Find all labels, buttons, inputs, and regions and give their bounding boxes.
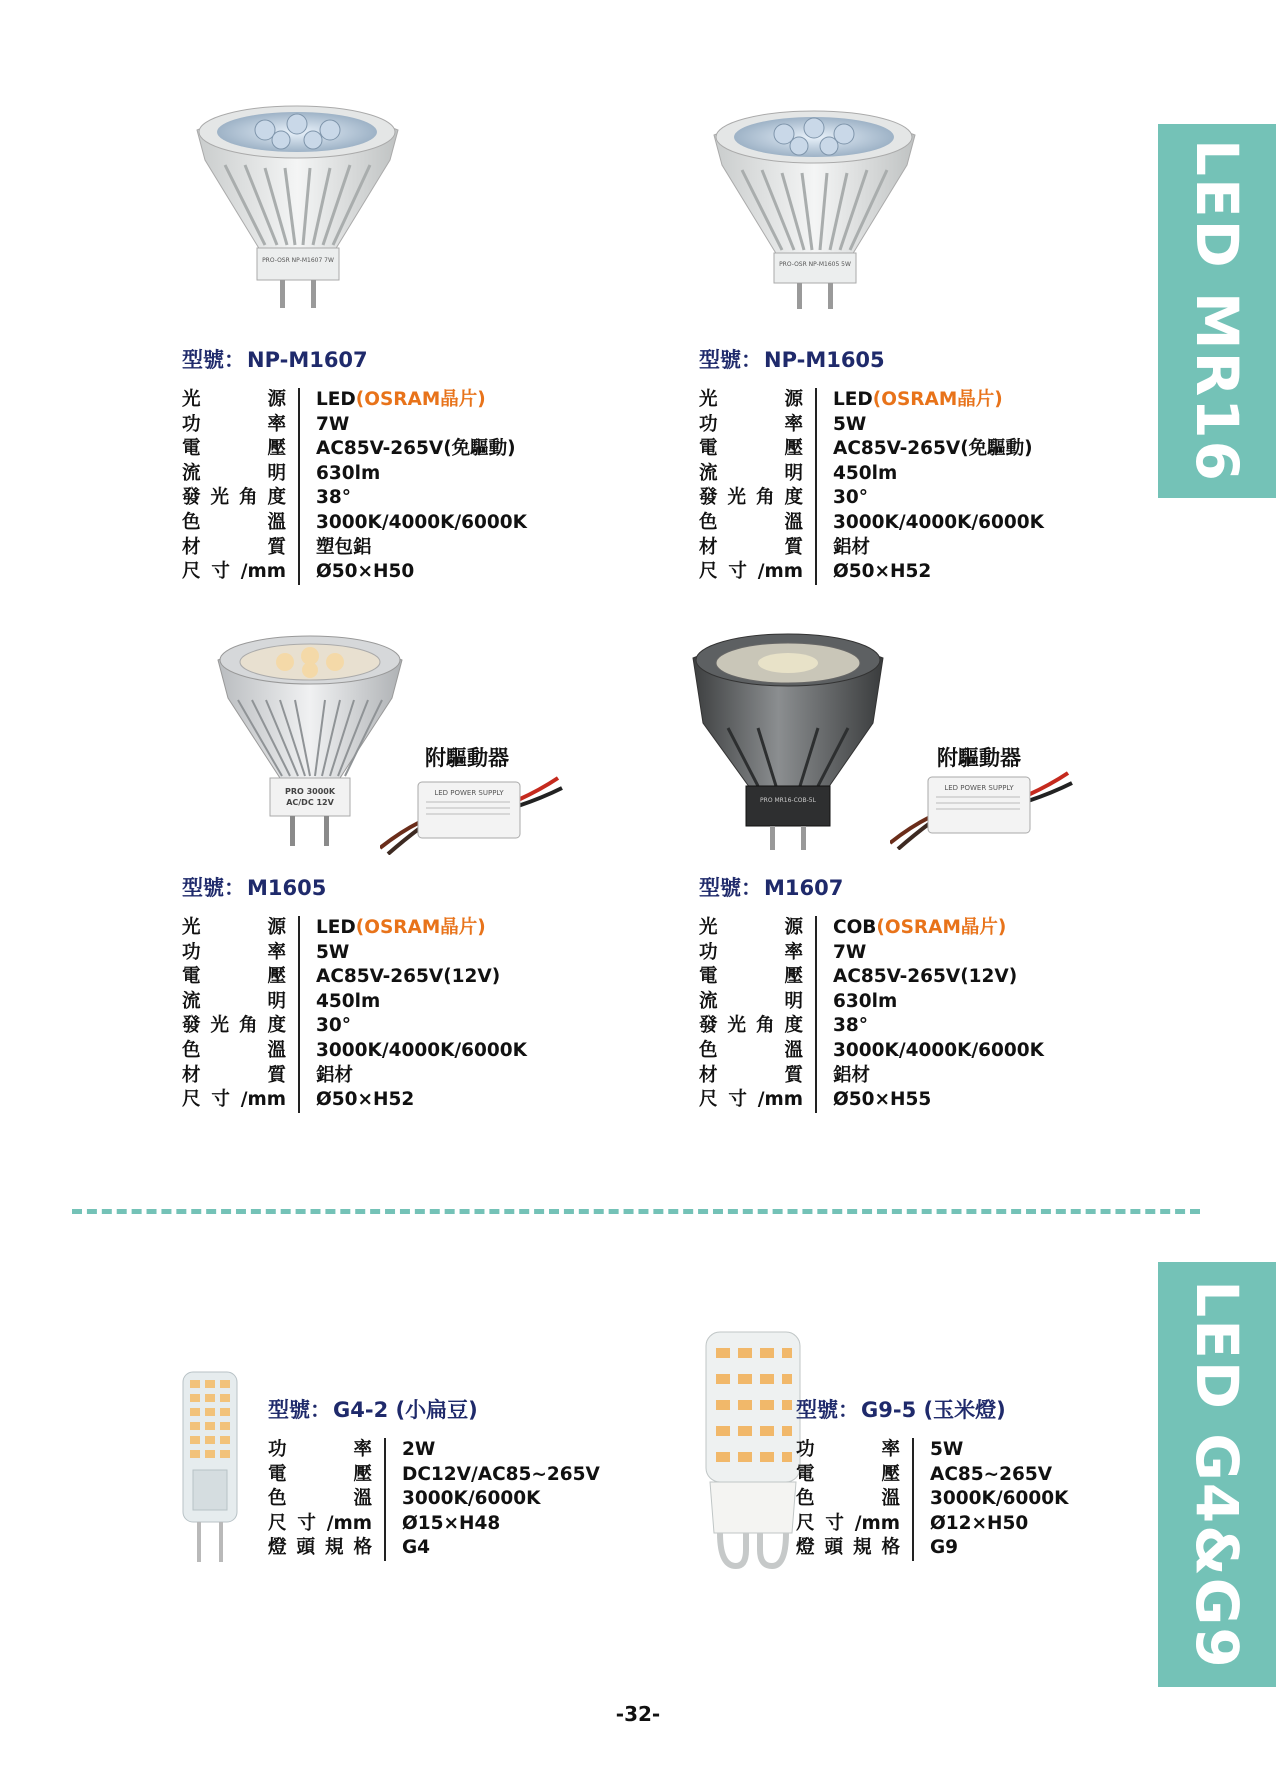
product-g9-5 [796,1394,1068,1561]
spec-row [268,1487,600,1512]
spec-label: 色溫 [182,511,286,533]
spec-value: 30° [833,487,868,509]
spec-label: 尺寸/mm [699,1089,803,1111]
model-heading [796,1394,1068,1424]
spec-table [182,916,527,1113]
spec-label: 功率 [699,941,803,963]
spec-value: AC85V-265V(12V) [316,966,501,988]
spec-row [268,1463,600,1488]
spec-row [699,413,1044,438]
spec-value: 630lm [833,990,898,1012]
spec-row [699,486,1044,511]
photo-base-text: PRO-OSR NP-M1605 5W [779,261,851,268]
spec-value: 鋁材 [316,1064,354,1086]
photo-base-text: PRO MR16-COB-5L [760,797,816,804]
spec-label: 尺寸/mm [182,1089,286,1111]
spec-label: 光源 [182,389,286,410]
spec-value: 3000K/4000K/6000K [316,1039,527,1061]
spec-row [182,560,527,585]
spec-value: 3000K/4000K/6000K [833,1039,1044,1061]
spec-table [796,1438,1068,1561]
section-divider [72,1209,1200,1214]
spec-label: 電壓 [182,966,286,988]
model-prefix: 型號： [699,876,762,900]
spec-value: 2W [402,1439,436,1460]
spec-row [699,1039,1044,1064]
spec-value-text: LED [833,389,873,410]
spec-value: AC85V-265V(免驅動) [316,438,516,460]
spec-label: 色溫 [699,511,803,533]
spec-label: 色溫 [268,1488,372,1510]
spec-row [699,560,1044,585]
spec-value [300,388,527,413]
spec-label: 功率 [699,413,803,435]
spec-label: 色溫 [182,1039,286,1061]
spec-label: 電壓 [699,438,803,460]
driver-included-label: 附驅動器 [425,746,509,770]
spec-table [182,388,527,585]
spec-row [699,941,1044,966]
spec-row [182,1064,527,1089]
spec-table [268,1438,600,1561]
spec-value: 3000K/4000K/6000K [833,511,1044,533]
product-np-m1607 [182,344,527,585]
spec-value [817,388,1044,413]
spec-label: 光源 [699,917,803,938]
photo-base-text: PRO 3000K [284,787,336,796]
spec-value: Ø50×H55 [833,1089,932,1111]
spec-value: G9 [930,1537,959,1559]
product-m1607 [699,872,1044,1113]
spec-row [182,1039,527,1064]
spec-row [796,1512,1068,1537]
spec-value [300,916,527,941]
spec-row [182,486,527,511]
model-number: G9-5 (玉米燈) [861,1398,1006,1422]
spec-value: 5W [930,1439,964,1460]
photo-base-text: PRO-OSR NP-M1607 7W [262,257,334,264]
spec-label: 尺寸/mm [182,561,286,583]
spec-value: DC12V/AC85~265V [402,1463,600,1485]
spec-label: 流明 [699,990,803,1012]
model-heading [268,1394,600,1424]
spec-row [699,1064,1044,1089]
page-number: -32- [615,1702,661,1726]
spec-label: 尺寸/mm [699,561,803,583]
model-number: G4-2 (小扁豆) [333,1398,478,1422]
spec-row [182,990,527,1015]
spec-label: 電壓 [699,966,803,988]
spec-value: 450lm [316,990,381,1012]
model-number: M1607 [764,876,844,900]
model-heading [699,872,1044,902]
spec-value: G4 [402,1537,431,1559]
spec-value: 5W [316,941,350,963]
spec-label: 材質 [699,536,803,558]
spec-row [182,413,527,438]
product-g4-2 [268,1394,600,1561]
spec-row [699,437,1044,462]
spec-label: 流明 [182,990,286,1012]
spec-row [796,1536,1068,1561]
spec-label: 發光角度 [699,1015,803,1037]
spec-label: 電壓 [268,1463,372,1485]
spec-value: 38° [833,1015,868,1037]
spec-label: 材質 [182,1064,286,1086]
model-prefix: 型號： [796,1398,859,1422]
spec-value: 7W [833,941,867,963]
driver-text: LED POWER SUPPLY [944,784,1014,792]
product-photo-g4-2 [175,1370,245,1570]
spec-value [817,916,1044,941]
spec-label: 光源 [182,917,286,938]
spec-row [699,1088,1044,1113]
spec-row [796,1487,1068,1512]
spec-value: AC85~265V [930,1463,1053,1485]
section-tab-label: LED MR16 [1183,138,1251,484]
section-tab-mr16 [1158,124,1276,498]
section-tab-g4g9 [1158,1262,1276,1687]
spec-row [268,1512,600,1537]
spec-label: 流明 [182,462,286,484]
spec-value: 5W [833,413,867,435]
spec-row [182,536,527,561]
chip-note: (OSRAM晶片) [872,389,1003,410]
spec-row [182,511,527,536]
spec-label: 流明 [699,462,803,484]
spec-label: 燈頭規格 [268,1537,372,1559]
driver-included-label: 附驅動器 [937,746,1021,770]
model-heading [699,344,1044,374]
product-m1605 [182,872,527,1113]
model-heading [182,872,527,902]
section-tab-label: LED G4&G9 [1183,1279,1251,1670]
spec-label: 材質 [182,536,286,558]
spec-row [796,1463,1068,1488]
spec-value-text: LED [316,917,356,938]
spec-row [182,941,527,966]
spec-value: Ø12×H50 [930,1512,1029,1534]
product-photo-np-m1607 [185,100,410,315]
spec-row [268,1438,600,1463]
spec-row [699,536,1044,561]
spec-label: 燈頭規格 [796,1537,900,1559]
model-number: M1605 [247,876,327,900]
spec-row [182,965,527,990]
spec-label: 色溫 [699,1039,803,1061]
spec-label: 功率 [268,1439,372,1460]
spec-label: 發光角度 [699,487,803,509]
spec-row [699,965,1044,990]
spec-value-text: LED [316,389,356,410]
spec-label: 尺寸/mm [796,1512,900,1534]
driver-text: LED POWER SUPPLY [434,789,504,797]
model-prefix: 型號： [182,876,245,900]
spec-value: Ø50×H50 [316,561,415,583]
spec-value: 3000K/4000K/6000K [316,511,527,533]
spec-value: 鋁材 [833,1064,871,1086]
spec-value: Ø50×H52 [316,1089,415,1111]
spec-value: AC85V-265V(12V) [833,966,1018,988]
spec-value: 450lm [833,462,898,484]
model-number: NP-M1605 [764,348,885,372]
model-heading [182,344,527,374]
product-photo-g9-5 [698,1328,808,1573]
spec-value: AC85V-265V(免驅動) [833,438,1033,460]
spec-label: 色溫 [796,1488,900,1510]
product-np-m1605 [699,344,1044,585]
spec-row [268,1536,600,1561]
spec-value: 630lm [316,462,381,484]
spec-row [182,388,527,413]
spec-value: 鋁材 [833,536,871,558]
spec-row [796,1438,1068,1463]
spec-row [699,511,1044,536]
spec-value: 3000K/6000K [402,1488,541,1510]
spec-label: 材質 [699,1064,803,1086]
spec-label: 電壓 [796,1463,900,1485]
spec-value: 30° [316,1015,351,1037]
model-prefix: 型號： [268,1398,331,1422]
chip-note: (OSRAM晶片) [355,917,486,938]
chip-note: (OSRAM晶片) [876,917,1007,938]
product-photo-m1607 [688,628,888,853]
spec-value: Ø15×H48 [402,1512,501,1534]
spec-value: 3000K/6000K [930,1488,1069,1510]
driver-photo [380,770,570,855]
model-prefix: 型號： [699,348,762,372]
spec-label: 光源 [699,389,803,410]
spec-label: 尺寸/mm [268,1512,372,1534]
spec-label: 發光角度 [182,487,286,509]
driver-photo [890,765,1080,850]
model-prefix: 型號： [182,348,245,372]
spec-table [699,388,1044,585]
spec-row [699,462,1044,487]
spec-label: 功率 [182,941,286,963]
spec-label: 發光角度 [182,1015,286,1037]
spec-value: 塑包鋁 [316,536,372,558]
spec-label: 功率 [182,413,286,435]
spec-table [699,916,1044,1113]
spec-row [182,437,527,462]
photo-base-text: AC/DC 12V [286,798,334,807]
spec-row [182,1014,527,1039]
spec-value-text: COB [833,917,877,938]
spec-value: Ø50×H52 [833,561,932,583]
spec-row [699,916,1044,941]
model-number: NP-M1607 [247,348,368,372]
spec-value: 7W [316,413,350,435]
product-photo-np-m1605 [702,100,927,315]
spec-row [182,916,527,941]
spec-row [699,990,1044,1015]
chip-note: (OSRAM晶片) [355,389,486,410]
spec-label: 功率 [796,1439,900,1460]
spec-row [182,1088,527,1113]
spec-row [182,462,527,487]
spec-value: 38° [316,487,351,509]
spec-row [699,388,1044,413]
spec-row [699,1014,1044,1039]
spec-label: 電壓 [182,438,286,460]
